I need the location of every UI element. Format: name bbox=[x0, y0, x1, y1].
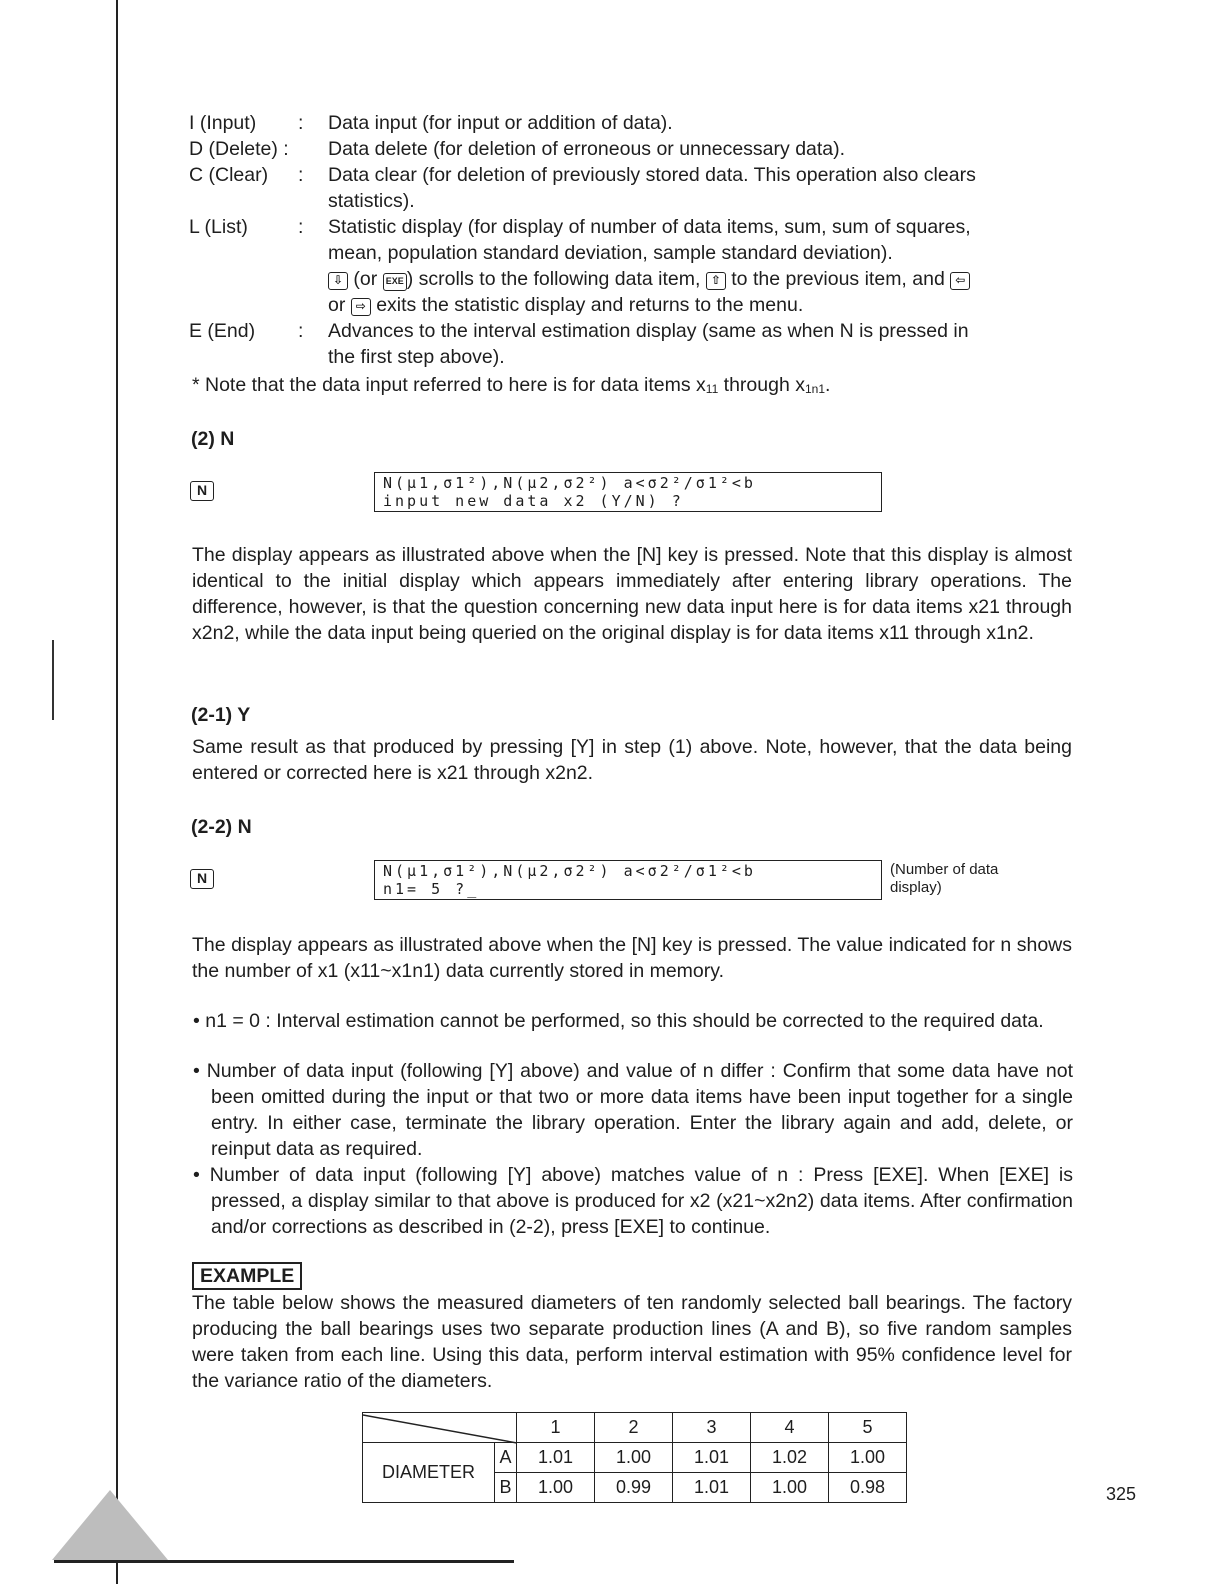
binding-mark bbox=[52, 640, 54, 720]
section-2-paragraph: The display appears as illustrated above when the [N] key is pressed. Note that this display is almost identical to the initial display which appears immediately after entering library operations. The difference, however, is that the question concerning new data input here is for data items x21 through x2n2, while the data input being queried on the original display is for data items x11 through x1n2. bbox=[192, 544, 1072, 644]
lcd-display-n1 bbox=[374, 860, 882, 900]
section-2-1-paragraph: Same result as that produced by pressing [Y] in step (1) above. Note, however, that the data being entered or corrected here is x21 through x2n2. bbox=[192, 736, 1072, 784]
n-key-icon: N bbox=[190, 481, 214, 501]
command-desc-clear-1: Data clear (for deletion of previously stored data. This operation also clears bbox=[328, 164, 976, 186]
table-cell: 0.98 bbox=[829, 1473, 907, 1503]
command-desc-input: Data input (for input or addition of data). bbox=[328, 112, 673, 134]
command-term-input: I (Input) bbox=[189, 112, 257, 134]
down-arrow-key-icon: ⇩ bbox=[328, 272, 348, 290]
manual-page: I (Input) : Data input (for input or addition of data). D (Delete) : Data delete (for deletion of erroneous or unnecessary data). C (Clear) : Data clear (for deletion of previously stored data. This operation also clears statistics). L (List) : Statistic display (for display of number of data items, sum, sum of squares, mean, population standard deviation, sample standard deviation). ⇩ (or EXE ) scrolls to the following data item, ⇧ to the previous item, and ⇦ or ⇨ exits the statistic display and returns to the menu. E (End) : Advances to the interval estimation display (same as when N is pressed in the first step above). * Note that the data input referred to here is for data items $x_{11}$ through $x_{1n1}$. (2) N N N(μ1,σ1²),N(μ2,σ2²) a<σ2²/σ1²<b input new data x2 (Y/N) ? The display appears as illustrated above when the [N] key is pressed. Note that this display is almost identical to the initial display which appears immediately after entering library operations. The difference, however, is that the question concerning new data input here is for data items x21 through x2n2, while the data input being queried on the original display is for data items x11 through x1n2. (2-1) Y Same result as that produced by pressing [Y] in step (1) above. Note, however, that the data being entered or corrected here is x21 through x2n2. (2-2) N N N(μ1,σ1²),N(μ2,σ2²) a<σ2²/σ1²<b n1= 5 ?_ (Number of data display) The display appears as illustrated above when the [N] key is pressed. The value indicated for n shows the number of x1 (x11~x1n1) data currently stored in memory. • n1 = 0 : Interval estimation cannot be performed, so this should be corrected to the required data. • Number of data input (following [Y] above) and value of n differ : Confirm that some data have not been omitted during the input or that two or more data items have been input together for a single entry. In either case, terminate the library operation. Enter the library again and add, delete, or reinput data as required. • Number of data input (following [Y] above) matches value of n : Press [EXE]. When [EXE] is pressed, a display similar to that above is produced for x2 (x21~x2n2) data items. After confirmation and/or corrections as described in (2-2), press [EXE] to continue. EXAMPLE The table below shows the measured diameters of ten randomly selected ball bearings. The factory producing the ball bearings uses two separate production lines (A and B), so five random samples were taken from each line. Using this data, perform interval estimation with 95% confidence level for the variance ratio of the diameters. 1 2 3 4 5 DIAMETER A 1.01 1.00 1.01 1.02 1.00 B 1.00 0.99 1.01 1.00 0.98 325 bbox=[0, 0, 1224, 1584]
section-2-1-heading: (2-1) Y bbox=[191, 704, 251, 726]
command-desc-list-1: Statistic display (for display of number of data items, sum, sum of squares, bbox=[328, 216, 971, 238]
column-header: 3 bbox=[673, 1413, 751, 1443]
command-desc-end-2: the first step above). bbox=[328, 346, 505, 368]
diameter-table bbox=[362, 1412, 907, 1503]
table-cell: 1.01 bbox=[673, 1443, 751, 1473]
column-header: 2 bbox=[595, 1413, 673, 1443]
command-desc-clear-2: statistics). bbox=[328, 190, 415, 212]
column-header: 4 bbox=[751, 1413, 829, 1443]
command-desc-delete: Data delete (for deletion of erroneous or unnecessary data). bbox=[328, 138, 846, 160]
binding-edge bbox=[116, 0, 118, 1584]
command-term-list: L (List) bbox=[189, 216, 248, 238]
diagonal-line-icon bbox=[363, 1413, 517, 1445]
line-label: B bbox=[495, 1473, 517, 1503]
bullet-item: • Number of data input (following [Y] above) and value of n differ : Confirm that some data have not been omitted during the input or that two or more data items have been input together for a single entry. In either case, terminate the library operation. Enter the library again and add, delete, or reinput data as required. bbox=[193, 1060, 1073, 1160]
list-keys-line-1: ⇩ (or EXE ) scrolls to the following data item, ⇧ to the previous item, and ⇦ bbox=[328, 266, 1073, 292]
table-cell: 0.99 bbox=[595, 1473, 673, 1503]
up-arrow-key-icon: ⇧ bbox=[706, 272, 726, 290]
table-cell: 1.00 bbox=[517, 1473, 595, 1503]
n-key-icon: N bbox=[190, 869, 214, 889]
command-term-clear: C (Clear) bbox=[189, 164, 269, 186]
column-header: 1 bbox=[517, 1413, 595, 1443]
table-cell: 1.02 bbox=[751, 1443, 829, 1473]
table-cell: 1.00 bbox=[595, 1443, 673, 1473]
lcd-line-1: N(μ1,σ1²),N(μ2,σ2²) a<σ2²/σ1²<b bbox=[383, 862, 756, 880]
list-keys-line-2: or ⇨ exits the statistic display and returns to the menu. bbox=[328, 294, 804, 316]
example-tag: EXAMPLE bbox=[192, 1262, 302, 1290]
lcd-line-1: N(μ1,σ1²),N(μ2,σ2²) a<σ2²/σ1²<b bbox=[383, 474, 756, 492]
bullet-item: • Number of data input (following [Y] above) matches value of n : Press [EXE]. When [EXE] is pressed, a display similar to that above is produced for x2 (x21~x2n2) data items. After confirmation and/or corrections as described in (2-2), press [EXE] to continue. bbox=[193, 1164, 1073, 1238]
section-2-2-heading: (2-2) N bbox=[191, 816, 252, 838]
section-2-2-paragraph: The display appears as illustrated above when the [N] key is pressed. The value indicated for n shows the number of x1 (x11~x1n1) data currently stored in memory. bbox=[192, 934, 1072, 982]
lcd-note: (Number of data display) bbox=[890, 861, 999, 896]
section-2-heading: (2) N bbox=[191, 428, 235, 450]
right-arrow-key-icon: ⇨ bbox=[351, 298, 371, 316]
exe-key-icon: EXE bbox=[383, 273, 407, 291]
line-label: A bbox=[495, 1443, 517, 1473]
command-term-end: E (End) bbox=[189, 320, 256, 342]
table-cell: 1.00 bbox=[829, 1443, 907, 1473]
page-corner-shadow bbox=[52, 1490, 168, 1560]
lcd-line-2: input new data x2 (Y/N) ? bbox=[383, 492, 684, 510]
example-paragraph: The table below shows the measured diameters of ten randomly selected ball bearings. The factory producing the ball bearings uses two separate production lines (A and B), so five random samples were taken from each line. Using this data, perform interval estimation with 95% confidence level for the variance ratio of the diameters. bbox=[192, 1292, 1072, 1392]
table-header-row bbox=[363, 1413, 907, 1443]
command-desc-end-1: Advances to the interval estimation display (same as when N is pressed in bbox=[328, 320, 969, 342]
column-header: 5 bbox=[829, 1413, 907, 1443]
bottom-rule bbox=[54, 1560, 514, 1563]
note-line: * Note that the data input referred to here is for data items $x_{11}$ through $x_{1n1}$. bbox=[192, 374, 831, 396]
table-cell: 1.01 bbox=[517, 1443, 595, 1473]
lcd-display-new-data bbox=[374, 472, 882, 512]
table-row bbox=[363, 1443, 907, 1473]
table-cell: 1.01 bbox=[673, 1473, 751, 1503]
row-label: DIAMETER bbox=[363, 1443, 495, 1503]
left-arrow-key-icon: ⇦ bbox=[950, 272, 970, 290]
table-cell: 1.00 bbox=[751, 1473, 829, 1503]
table-corner-cell bbox=[363, 1413, 517, 1443]
bullet-item: • n1 = 0 : Interval estimation cannot be performed, so this should be corrected to the required data. bbox=[193, 1010, 1044, 1032]
page-number: 325 bbox=[1106, 1484, 1137, 1504]
command-desc-list-2: mean, population standard deviation, sample standard deviation). bbox=[328, 242, 893, 264]
command-term-delete: D (Delete) : bbox=[189, 138, 289, 160]
lcd-line-2: n1= 5 ?_ bbox=[383, 880, 480, 898]
